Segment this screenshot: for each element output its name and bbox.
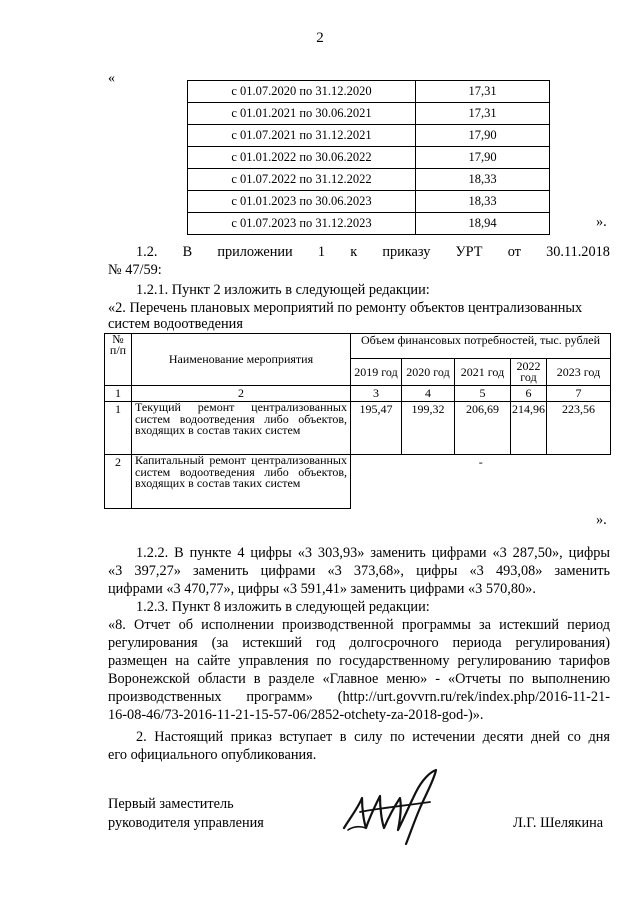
- row-name: Капитальный ремонт централизованных систем водоотведения либо объектов, входящих в состав таких систем: [135, 453, 347, 490]
- paragraph-2-line-2: его официального опубликования.: [108, 747, 317, 763]
- period-cell: с 01.01.2021 по 30.06.2021: [188, 103, 416, 125]
- word: В: [182, 244, 193, 260]
- paragraph-8-line-4: Воронежской области в разделе «Главное меню» - «Отчеты по выполнению: [108, 671, 610, 687]
- value-cell: 223,56: [547, 402, 611, 455]
- paragraph-2-line-1: 2. Настоящий приказ вступает в силу по истечении десяти дней со дня: [136, 729, 610, 745]
- paragraph-1-2-2-line-1: 1.2.2. В пункте 4 цифры «3 303,93» заменить цифрами «3 287,50», цифры: [136, 545, 610, 561]
- column-number: 5: [455, 386, 511, 402]
- period-cell: с 01.07.2020 по 31.12.2020: [188, 81, 416, 103]
- column-number: 7: [547, 386, 611, 402]
- signer-position-line-1: Первый заместитель: [108, 796, 234, 812]
- value-cell: 17,31: [416, 81, 550, 103]
- value-cell: 17,90: [416, 125, 550, 147]
- closing-quote: ».: [596, 512, 607, 528]
- header-number: № п/п: [105, 334, 132, 386]
- table-row: [188, 147, 550, 169]
- year-cell: 2019 год: [351, 359, 402, 386]
- table-row: [188, 103, 550, 125]
- tariff-periods-table: [187, 80, 550, 235]
- row-name: Текущий ремонт централизованных систем водоотведения либо объектов, входящих в состав таких систем: [135, 400, 347, 437]
- header-row: [105, 334, 611, 359]
- plan-table: [104, 333, 611, 509]
- signer-position-line-2: руководителя управления: [108, 815, 264, 831]
- section-1-2-line: [136, 243, 610, 261]
- empty-values-dash: -: [351, 455, 611, 509]
- table-row: [188, 125, 550, 147]
- paragraph-1-2-1: 1.2.1. Пункт 2 изложить в следующей редакции:: [136, 282, 430, 298]
- header-funding: Объем финансовых потребностей, тыс. рублей: [351, 334, 611, 359]
- word: приложении: [217, 244, 293, 260]
- column-number: 4: [402, 386, 455, 402]
- value-cell: 214,96: [511, 402, 547, 455]
- word: УРТ: [455, 244, 483, 260]
- year-cell: 2021 год: [455, 359, 511, 386]
- table-row: [188, 81, 550, 103]
- paragraph-8-line-1: «8. Отчет об исполнении производственной программы за истекший период: [108, 617, 610, 633]
- handwritten-signature: [340, 768, 444, 848]
- value-cell: 18,33: [416, 191, 550, 213]
- order-number: № 47/59:: [108, 262, 162, 278]
- paragraph-8-line-3: размещен на сайте управления по государственному регулированию тарифов: [108, 653, 610, 669]
- column-number: 6: [511, 386, 547, 402]
- paragraph-1-2-2-line-2: «3 397,27» заменить цифрами «3 373,68», цифры «3 493,08» заменить: [108, 563, 610, 579]
- list-title-line-1: «2. Перечень плановых мероприятий по ремонту объектов централизованных: [108, 300, 583, 316]
- row-name-cell: [132, 455, 351, 509]
- table-row: [188, 191, 550, 213]
- signer-name: Л.Г. Шелякина: [513, 815, 604, 831]
- table-row: [105, 402, 611, 455]
- period-cell: с 01.01.2023 по 30.06.2023: [188, 191, 416, 213]
- header-name: Наименование мероприятия: [132, 334, 351, 386]
- period-cell: с 01.07.2021 по 31.12.2021: [188, 125, 416, 147]
- opening-quote: «: [108, 71, 115, 86]
- value-cell: 17,90: [416, 147, 550, 169]
- value-cell: 17,31: [416, 103, 550, 125]
- value-cell: 206,69: [455, 402, 511, 455]
- word: от: [507, 244, 521, 260]
- row-number: 1: [105, 402, 132, 455]
- year-cell: 2023 год: [547, 359, 611, 386]
- column-number: 2: [132, 386, 351, 402]
- section-number: 1.2.: [136, 244, 158, 260]
- word: к: [350, 244, 358, 260]
- list-title-line-2: систем водоотведения: [108, 316, 243, 332]
- year-cell: 2020 год: [402, 359, 455, 386]
- value-cell: 18,33: [416, 169, 550, 191]
- table-row: [105, 455, 611, 509]
- table-row: [188, 169, 550, 191]
- order-date: 30.11.2018: [546, 244, 610, 260]
- word: приказу: [382, 244, 431, 260]
- value-cell: 18,94: [416, 213, 550, 235]
- paragraph-8-line-6: 16-08-46/73-2016-11-21-15-57-06/2852-otchety-za-2018-god-)».: [108, 707, 484, 723]
- paragraph-1-2-3: 1.2.3. Пункт 8 изложить в следующей редакции:: [136, 599, 430, 615]
- table-row: [188, 213, 550, 235]
- column-number: 1: [105, 386, 132, 402]
- paragraph-8-line-2: регулирования (за истекший год долгосрочного периода регулирования): [108, 635, 610, 651]
- period-cell: с 01.01.2022 по 30.06.2022: [188, 147, 416, 169]
- paragraph-1-2-2-line-3: цифрами «3 470,77», цифры «3 591,41» заменить цифрами «3 570,80».: [108, 581, 536, 597]
- year-cell: 2022 год: [511, 359, 547, 386]
- row-number: 2: [105, 455, 132, 509]
- column-number: 3: [351, 386, 402, 402]
- page-number: 2: [316, 30, 324, 46]
- period-cell: с 01.07.2023 по 31.12.2023: [188, 213, 416, 235]
- word: 1: [317, 244, 326, 260]
- closing-quote: ».: [596, 214, 607, 230]
- value-cell: 195,47: [351, 402, 402, 455]
- period-cell: с 01.07.2022 по 31.12.2022: [188, 169, 416, 191]
- value-cell: 199,32: [402, 402, 455, 455]
- row-name-cell: [132, 402, 351, 455]
- paragraph-8-line-5: производственных программ» (http://urt.govvrn.ru/rek/index.php/2016-11-21-: [108, 689, 610, 705]
